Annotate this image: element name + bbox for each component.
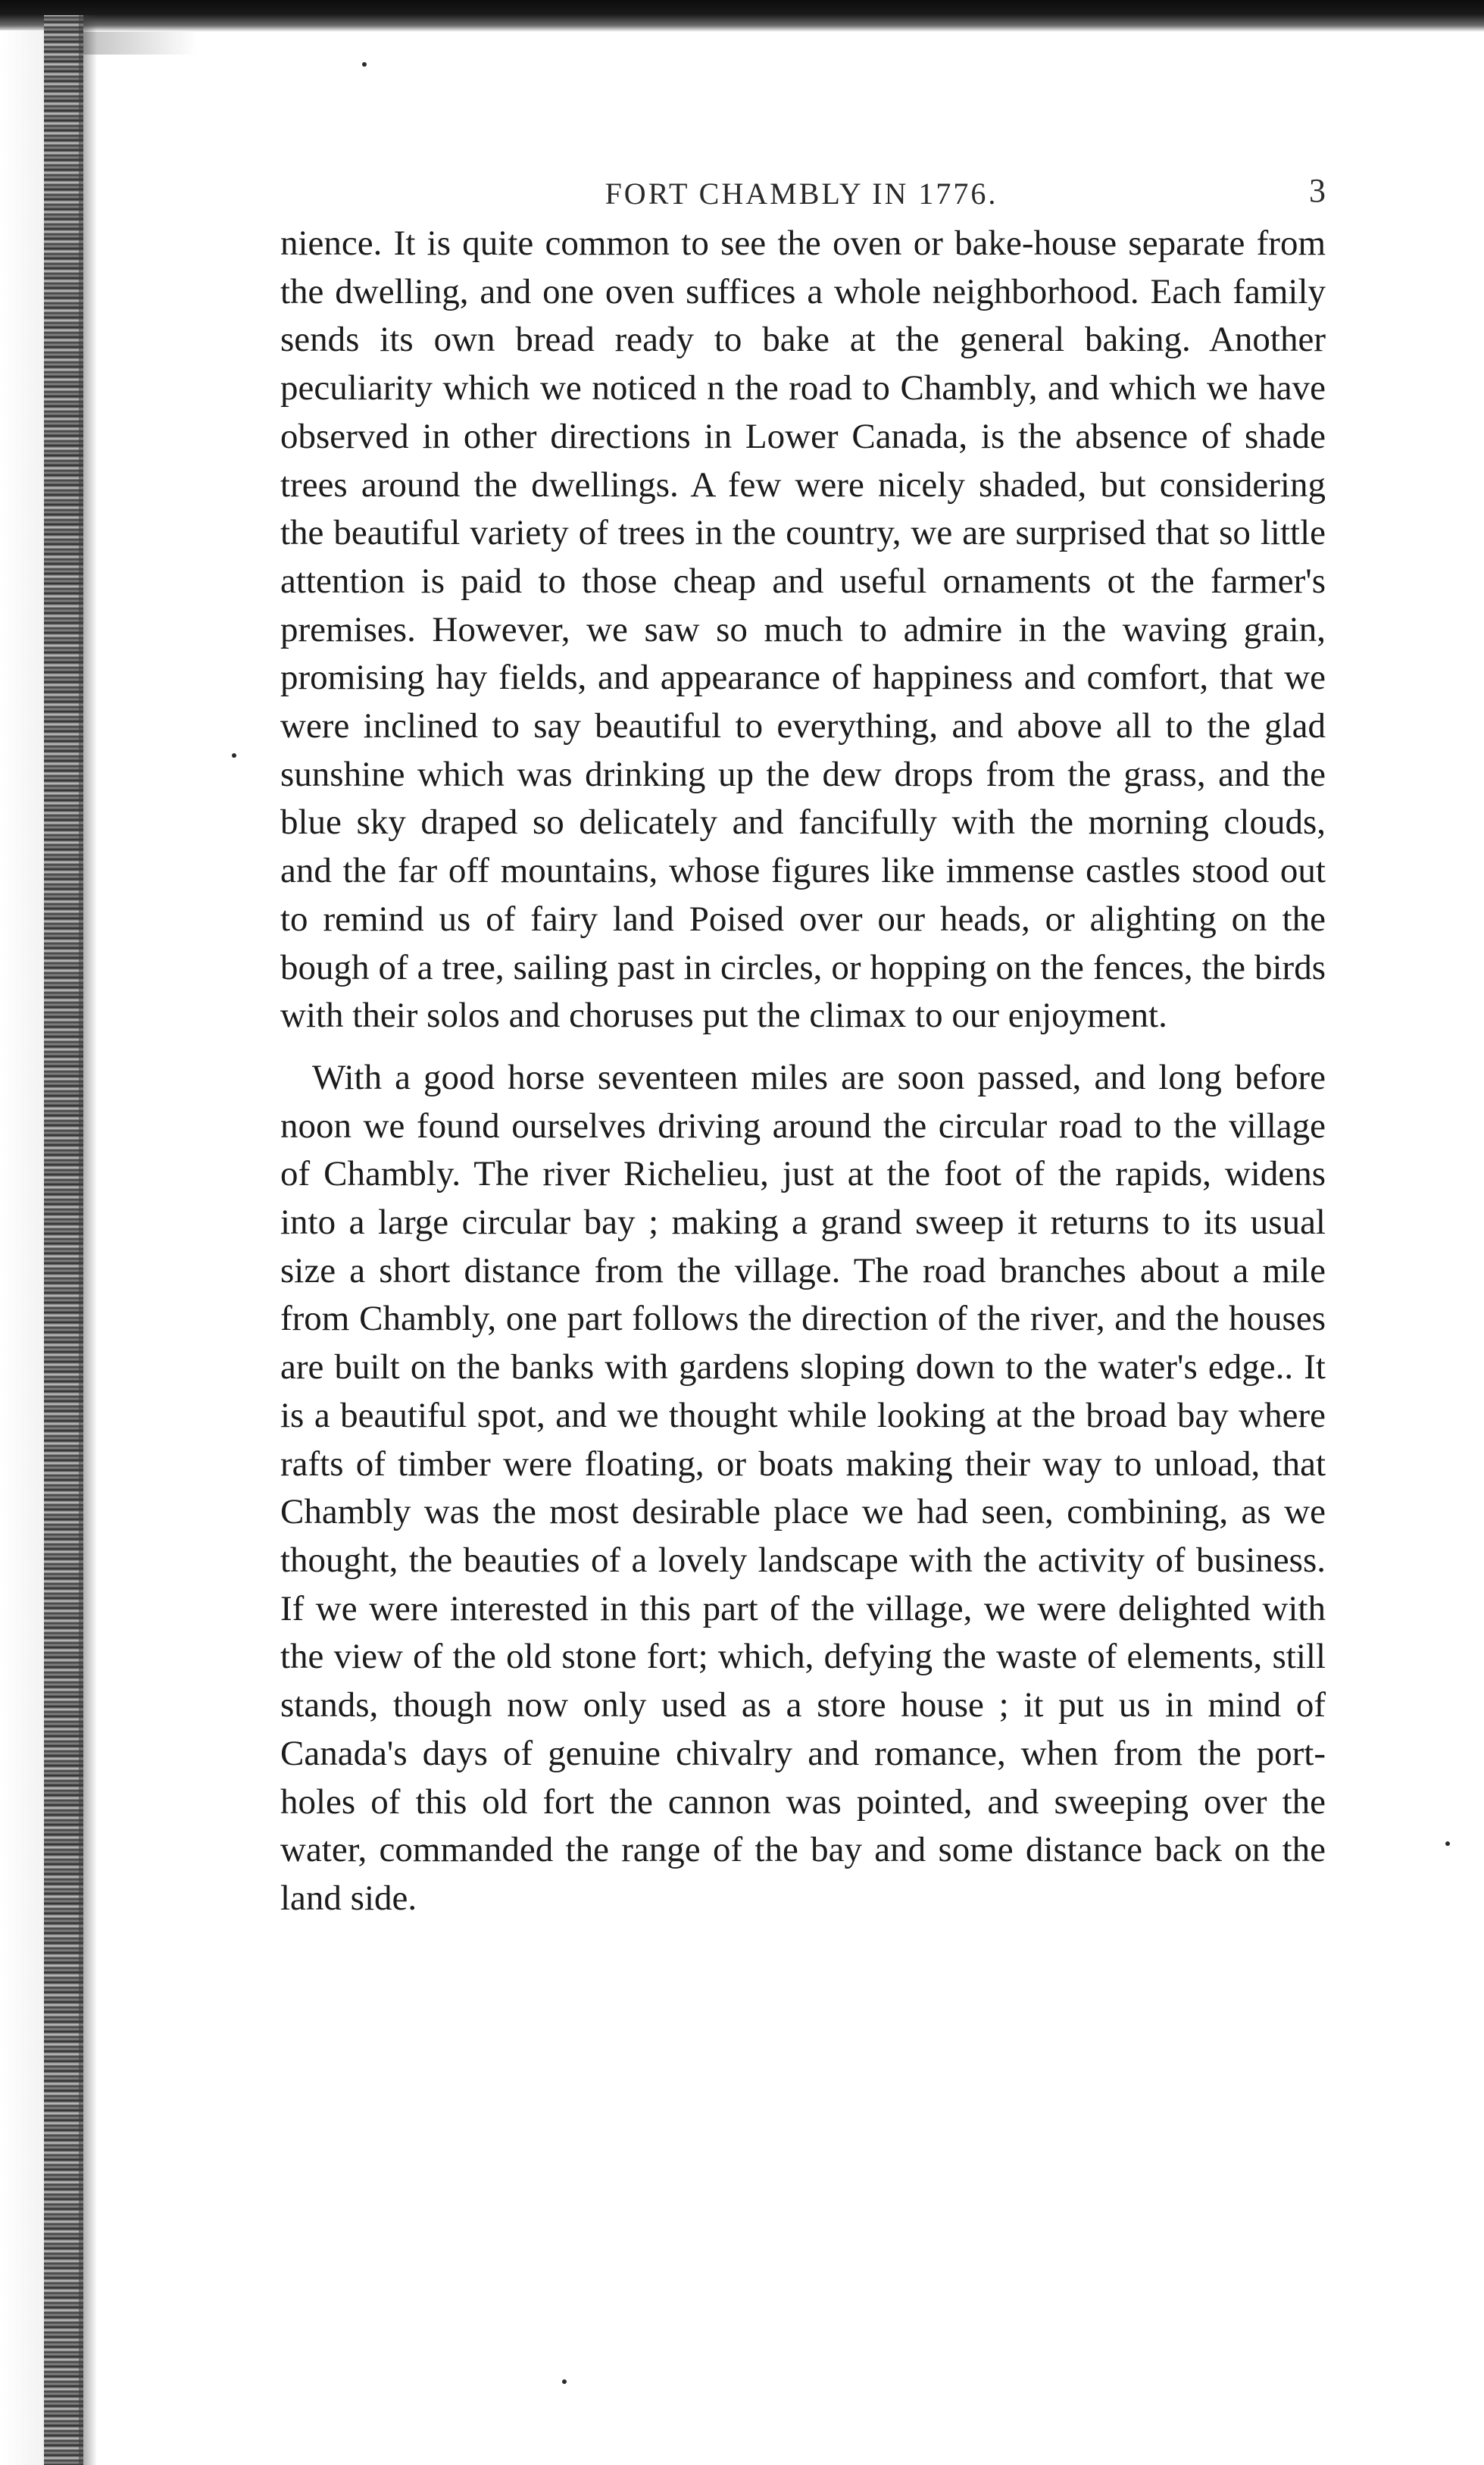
running-head-text: FORT CHAMBLY IN 1776. — [605, 177, 998, 211]
scan-top-edge — [0, 0, 1484, 32]
binding-shadow — [79, 15, 97, 2465]
paragraph-1: nience. It is quite common to see the oven or bake-house separate from the dwelling, and one oven suffices a whole neighborhood. Each family sends its own bread ready to bake at the general baking. Another peculiarity which we noticed n the road to Chambly, and which we have observed in other directions in Lower Canada, is the absence of shade trees around the dwellings. A few were nicely shaded, but considering the beautiful variety of trees in the country, we are surprised that so little attention is paid to those cheap and useful ornaments ot the farmer's premises. However, we saw so much to admire in the waving grain, promising hay fields, and appearance of happiness and comfort, that we were inclined to say beautiful to everything, and above all to the glad sunshine which was drinking up the dew drops from the grass, and the blue sky draped so delicately and fancifully with the morning clouds, and the far off mountains, whose figures like immense castles stood out to remind us of fairy land Poised over our heads, or alighting on the bough of a tree, sailing past in circles, or hopping on the fences, the birds with their solos and choruses put the climax to our enjoyment. — [280, 224, 1326, 1036]
ink-speck — [1445, 1841, 1450, 1846]
ink-speck — [562, 2379, 567, 2384]
ink-speck — [232, 753, 236, 758]
page-number: 3 — [1309, 172, 1326, 209]
ink-speck — [362, 62, 367, 67]
running-head — [597, 176, 1006, 211]
paragraph-2: With a good horse seventeen miles are soon passed, and long before noon we found ourselves driving around the circular road to the village of Chambly. The river Richelieu, just at the foot of the rapids, widens into a large circular bay ; making a grand sweep it returns to its usual size a short distance from the village. The road branches about a mile from Chambly, one part follows the direction of the river, and the houses are built on the banks with gardens sloping down to the water's edge.. It is a beautiful spot, and we thought while looking at the broad bay where rafts of timber were floating, or boats making their way to unload, that Chambly was the most desirable place we had seen, combining, as we thought, the beauties of a lovely landscape with the activity of business. If we were interested in this part of the village, we were delighted with the view of the old stone fort; which, defying the waste of elements, still stands, though now only used as a store house ; it put us in mind of Canada's days of genuine chivalry and romance, when from the port-holes of this old fort the cannon was pointed, and sweeping over the water, commanded the range of the bay and some distance back on the land side. — [280, 1057, 1326, 1918]
book-binding-strip — [44, 15, 83, 2465]
page-margin-left — [0, 30, 45, 2465]
body-text — [280, 220, 1326, 1923]
